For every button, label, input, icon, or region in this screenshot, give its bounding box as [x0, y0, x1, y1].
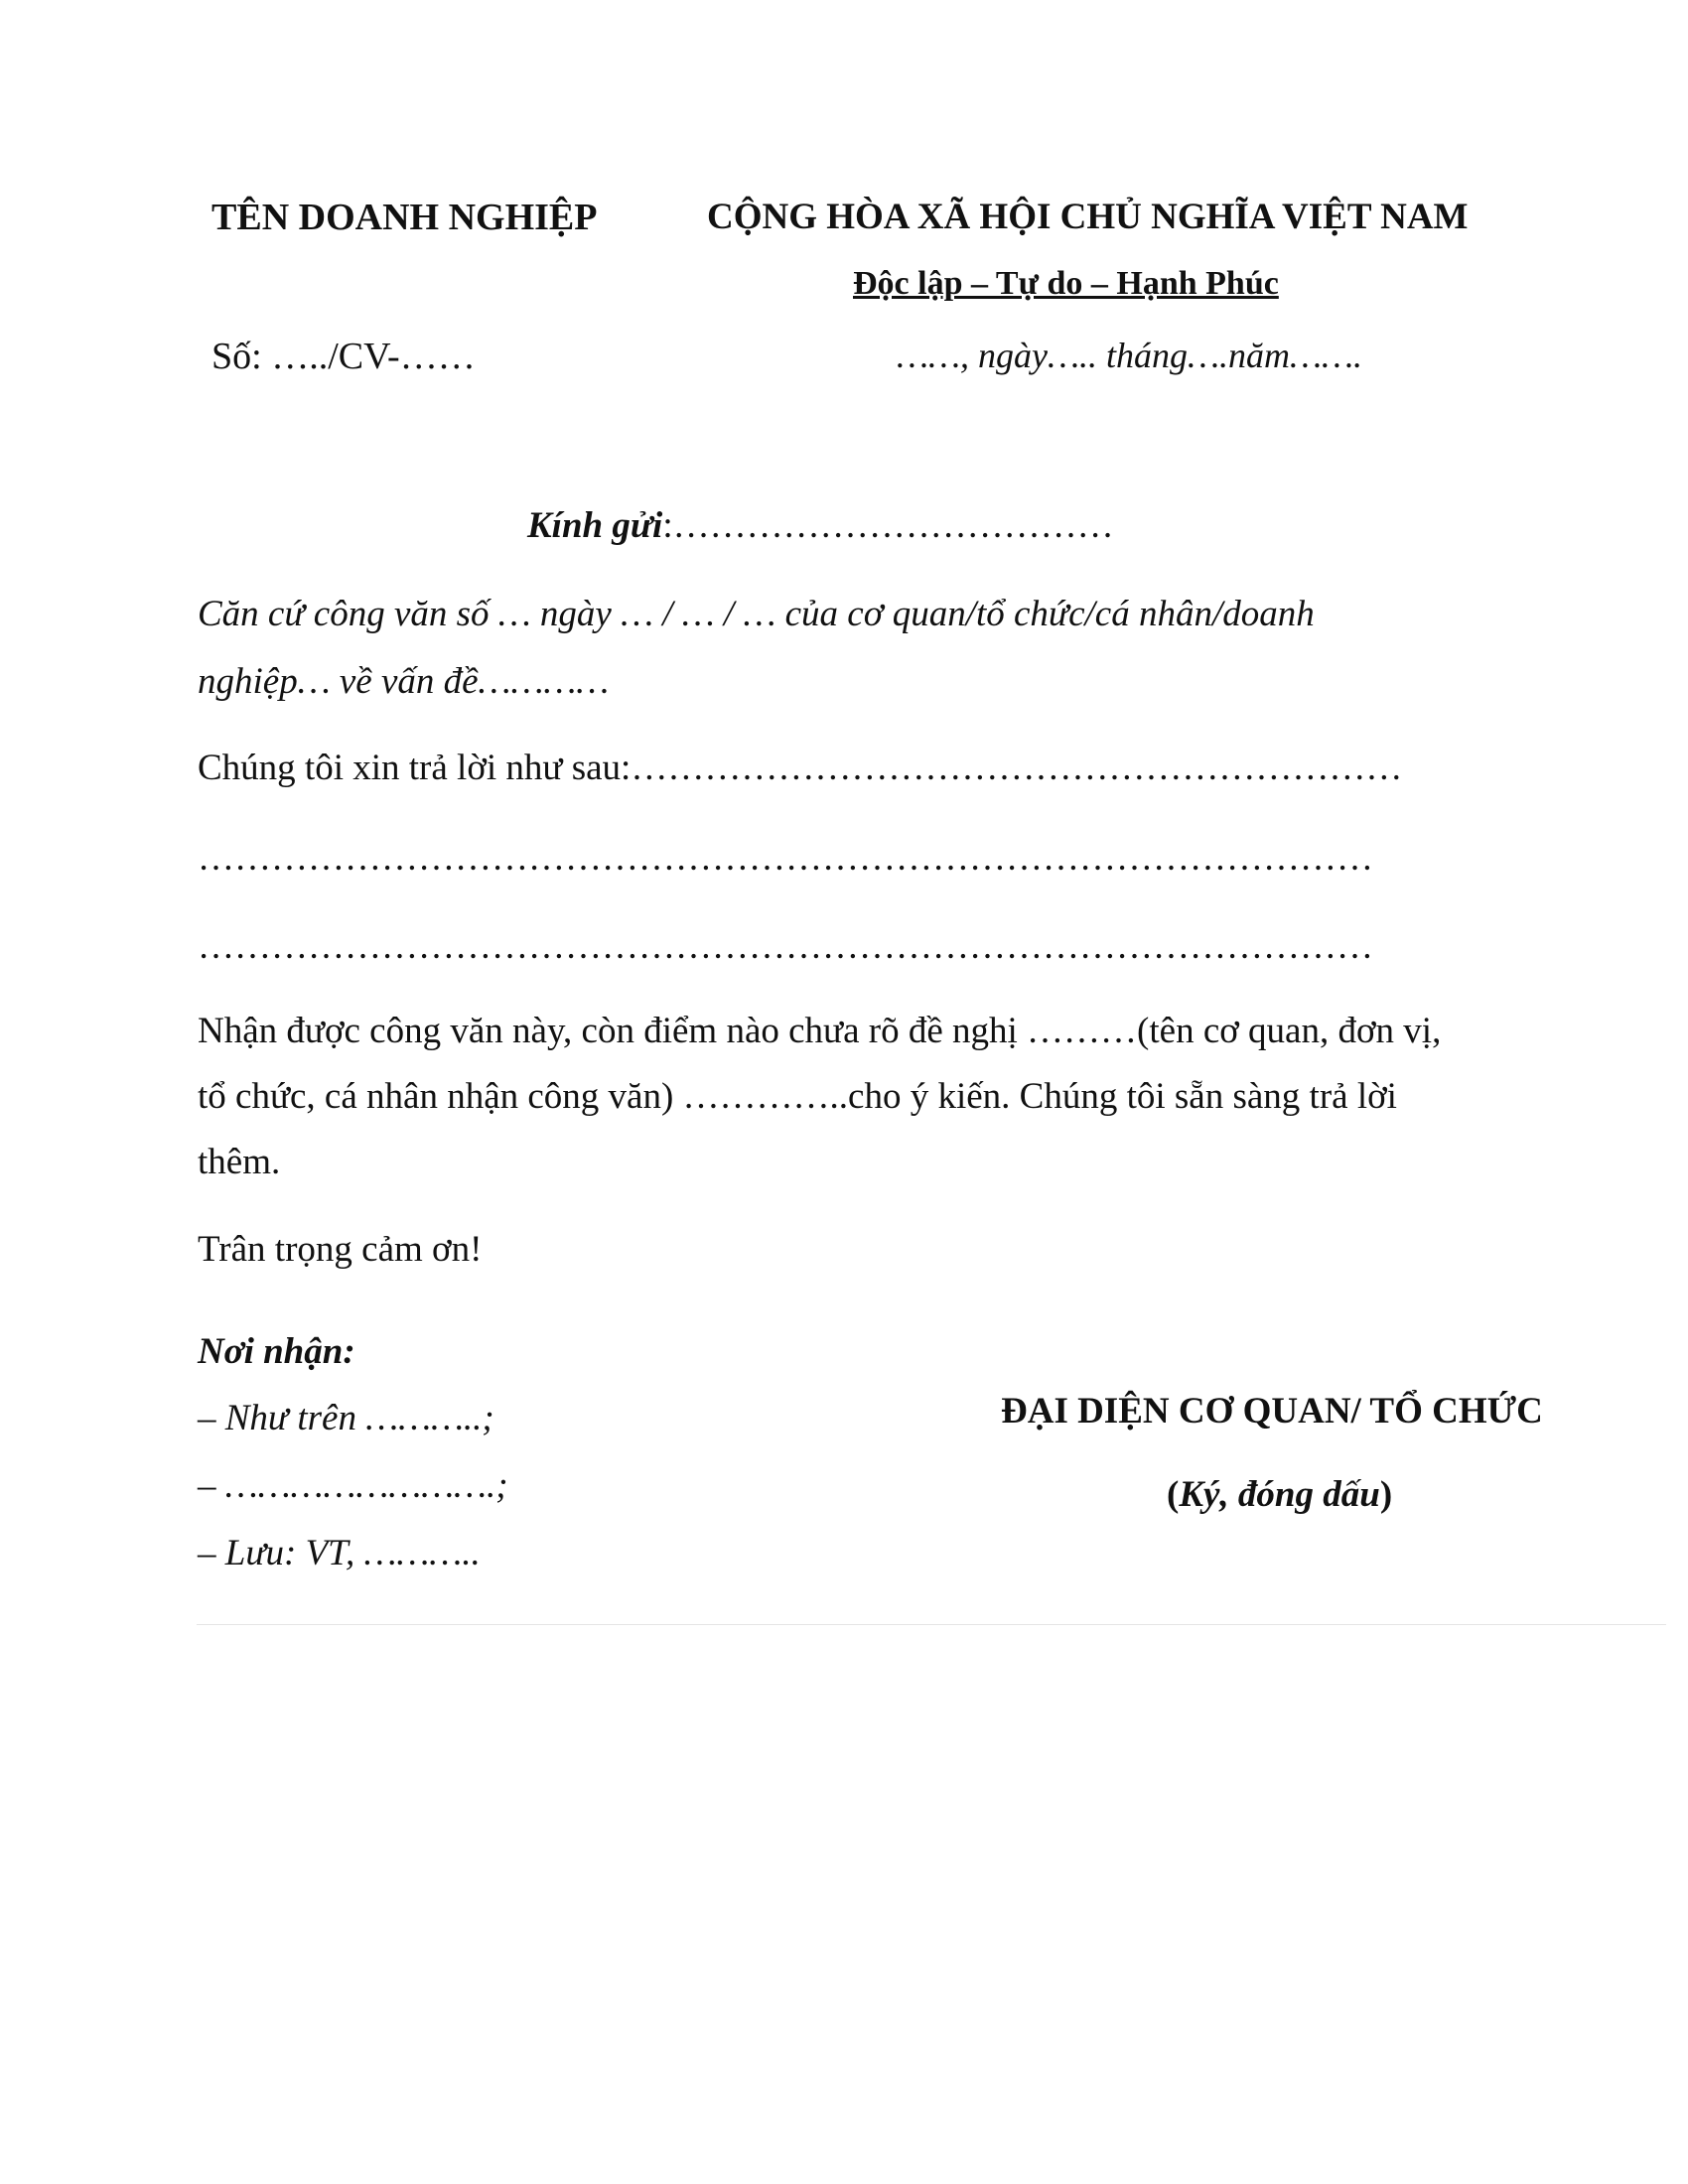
- dotted-line-1: ……………………………………………………………………………………: [198, 838, 1373, 879]
- recipients-title: Nơi nhận:: [198, 1331, 355, 1372]
- signature-paren-close: ): [1379, 1474, 1393, 1515]
- reply-line: Chúng tôi xin trả lời như sau:………………………………………………………: [198, 748, 1403, 788]
- dotted-line-2: ……………………………………………………………………………………: [198, 926, 1373, 967]
- recipients-item: – Như trên ………..;: [198, 1398, 494, 1438]
- signature-note-text: Ký, đóng dấu: [1179, 1474, 1380, 1515]
- closing-line-2: tổ chức, cá nhân nhận công văn) …………..cho ý kiến. Chúng tôi sẵn sàng trả lời: [198, 1076, 1397, 1117]
- recipient-value: :………………………………: [662, 505, 1114, 546]
- national-motto: Độc lập – Tự do – Hạnh Phúc: [853, 265, 1279, 302]
- basis-line-1: Căn cứ công văn số … ngày … / … / … của cơ quan/tổ chức/cá nhân/doanh: [198, 594, 1315, 634]
- closing-line-1: Nhận được công văn này, còn điểm nào chưa rõ đề nghị ………(tên cơ quan, đơn vị,: [198, 1011, 1442, 1051]
- basis-line-2: nghiệp… về vấn đề…………: [198, 661, 610, 702]
- closing-line-3: thêm.: [198, 1142, 281, 1182]
- signature-title: ĐẠI DIỆN CƠ QUAN/ TỔ CHỨC: [1001, 1391, 1543, 1432]
- date-line: ……, ngày….. tháng….năm…….: [897, 336, 1363, 375]
- country-title: CỘNG HÒA XÃ HỘI CHỦ NGHĨA VIỆT NAM: [707, 197, 1469, 237]
- document-number: Số: …../CV-……: [211, 336, 476, 377]
- company-name: TÊN DOANH NGHIỆP: [211, 197, 598, 238]
- recipients-item: – …………………….;: [198, 1465, 508, 1506]
- signature-note: [1167, 1473, 1392, 1516]
- page-divider: [197, 1624, 1666, 1625]
- recipient-line: [527, 504, 1114, 547]
- recipient-label: Kính gửi: [527, 505, 663, 546]
- recipients-item: – Lưu: VT, ………..: [198, 1533, 481, 1573]
- signature-paren-open: (: [1167, 1474, 1180, 1515]
- thanks-line: Trân trọng cảm ơn!: [198, 1229, 483, 1270]
